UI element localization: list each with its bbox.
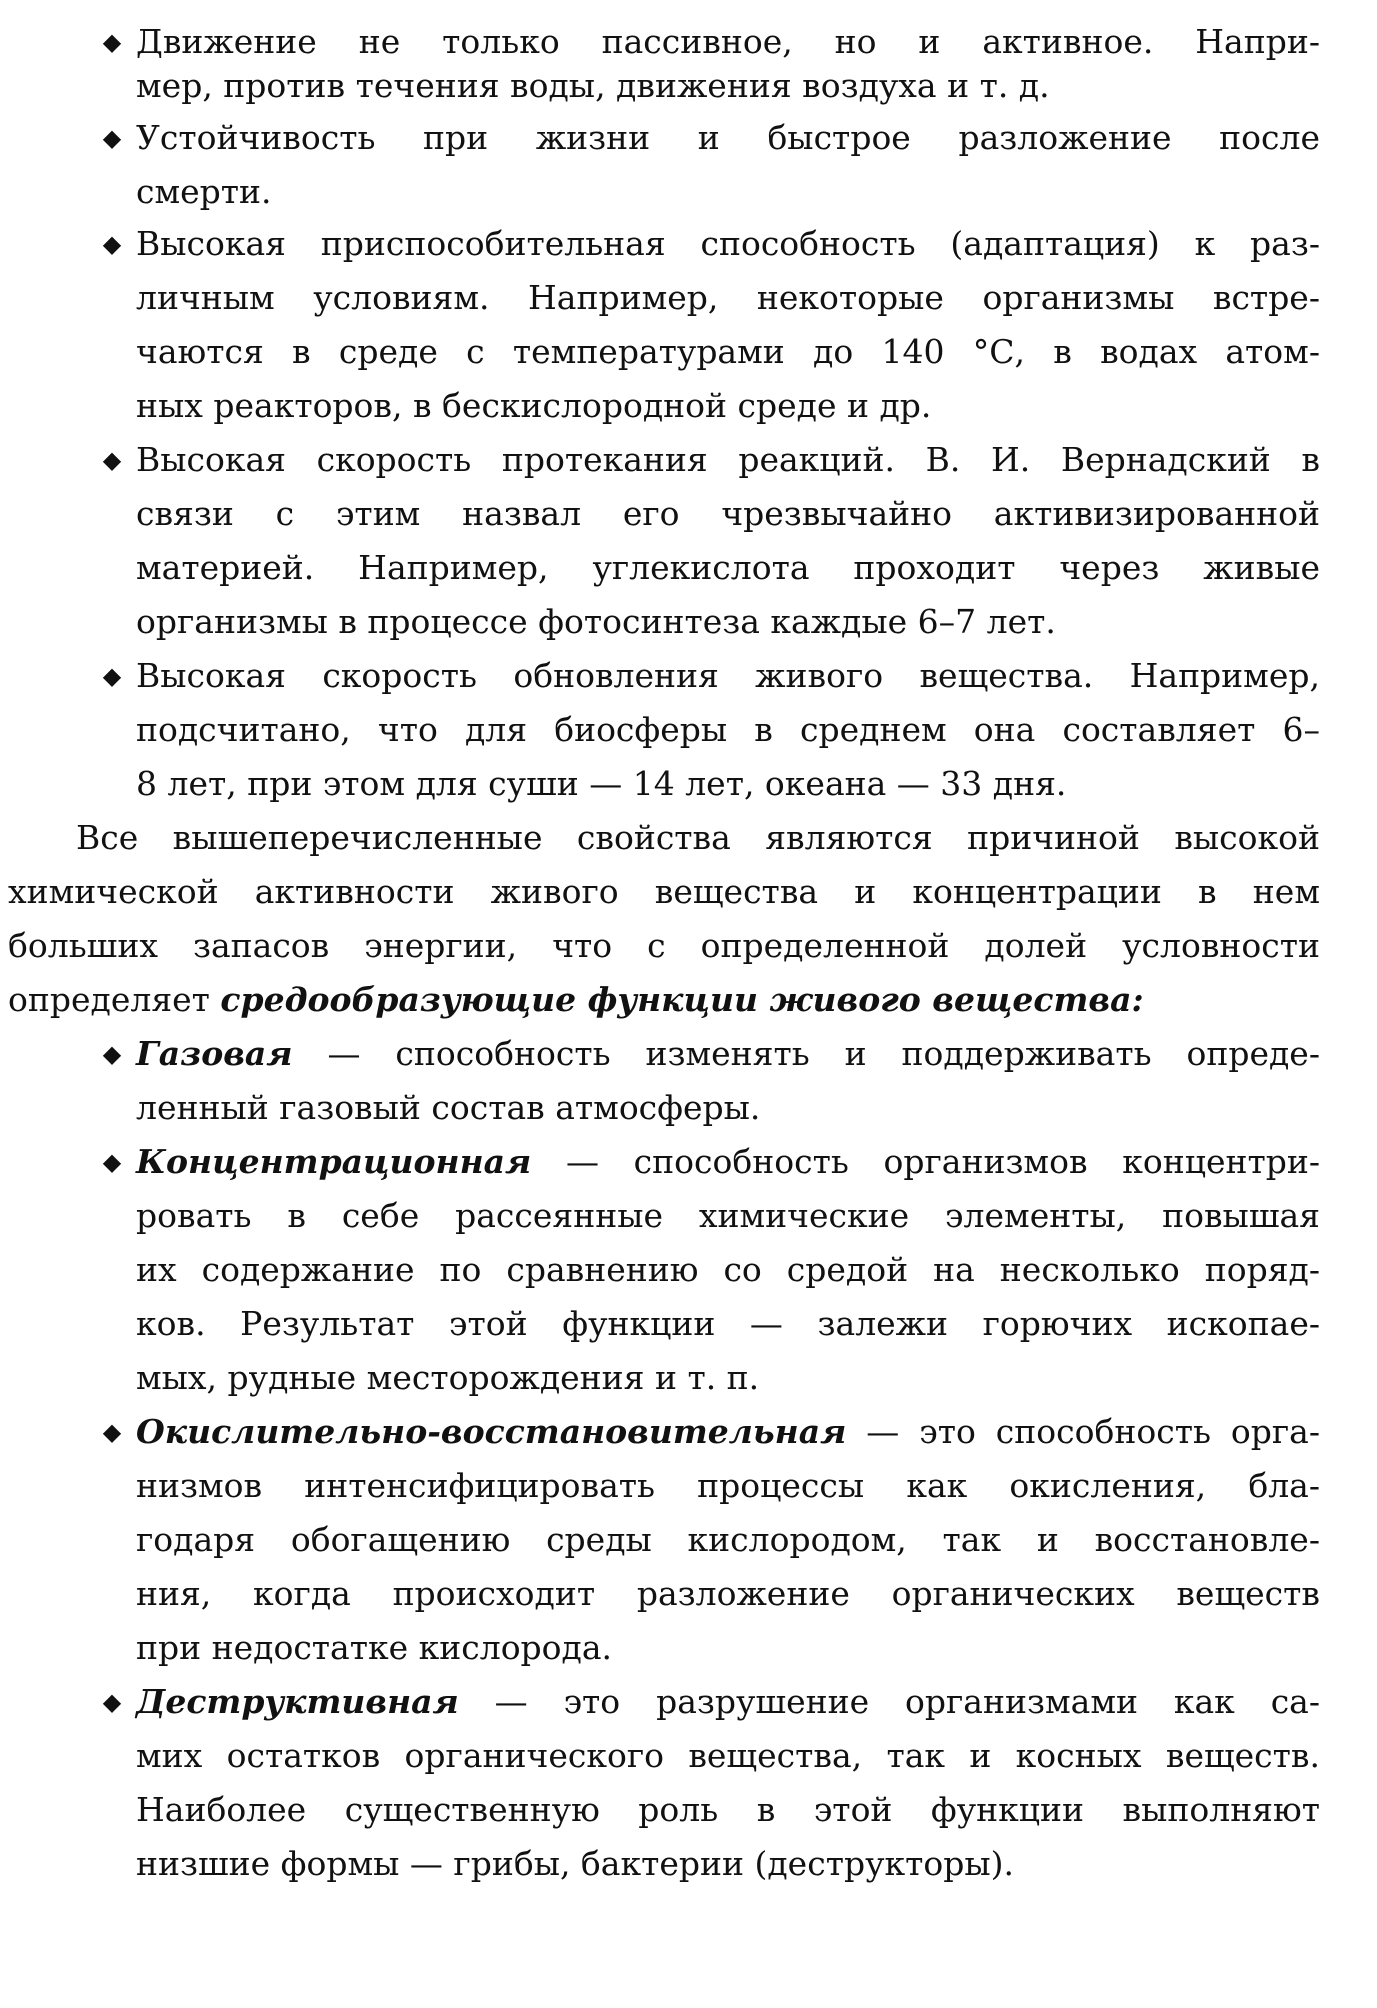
diamond-bullet-icon: ◆ [102,662,122,690]
list-item-text: низмов интенсифицировать процессы как окисления, бла- [136,1466,1320,1505]
list-item-text: ков. Результат этой функции — залежи горючих ископае- [136,1304,1320,1343]
list-item-text: при недостатке кислорода. [136,1628,613,1667]
function-term: Деструктивная [136,1682,459,1721]
paragraph-line: Все вышеперечисленные свойства являются причиной высокой [76,818,1320,857]
list-item-text: мер, против течения воды, движения воздуха и т. д. [136,66,1050,105]
paragraph-text: определяет [8,980,221,1019]
list-item-text: личным условиям. Например, некоторые организмы встре- [136,278,1320,317]
list-item-text: материей. Например, углекислота проходит через живые [136,548,1320,587]
function-definition: — способность изменять и поддерживать опреде- [292,1034,1320,1073]
diamond-bullet-icon: ◆ [102,1148,122,1176]
paragraph-line: химической активности живого вещества и концентрации в нем [8,872,1320,911]
list-item-text: ных реакторов, в бескислородной среде и др. [136,386,932,425]
list-item-text: низшие формы — грибы, бактерии (деструкторы). [136,1844,1014,1883]
list-item-text: Высокая скорость обновления живого вещества. Например, [136,656,1320,695]
function-definition: — способность организмов концентри- [531,1142,1320,1181]
list-item-text: Наиболее существенную роль в этой функции выполняют [136,1790,1320,1829]
function-definition: — это способность орга- [846,1412,1320,1451]
list-item-text: годаря обогащению среды кислородом, так и восстановле- [136,1520,1320,1559]
function-item-first-line [136,1026,1320,1082]
function-item-first-line [136,1134,1320,1190]
list-item-text: ленный газовый состав атмосферы. [136,1088,761,1127]
function-term: Окислительно-восстановительная [136,1412,847,1451]
function-term: Газовая [136,1034,293,1073]
function-term: Концентрационная [136,1142,532,1181]
diamond-bullet-icon: ◆ [102,1040,122,1068]
paragraph-line: больших запасов энергии, что с определенной долей условности [8,926,1320,965]
list-item-text: Высокая приспособительная способность (адаптация) к раз- [136,224,1320,263]
list-item-text: ния, когда происходит разложение органических веществ [136,1574,1320,1613]
list-item-text: мых, рудные месторождения и т. п. [136,1358,760,1397]
list-item-text: Движение не только пассивное, но и активное. Напри- [136,22,1320,61]
diamond-bullet-icon: ◆ [102,1688,122,1716]
diamond-bullet-icon: ◆ [102,124,122,152]
function-item-first-line [136,1404,1320,1460]
list-item-text: ровать в себе рассеянные химические элементы, повышая [136,1196,1320,1235]
diamond-bullet-icon: ◆ [102,1418,122,1446]
list-item-text: мих остатков органического вещества, так и косных веществ. [136,1736,1320,1775]
paragraph-line [8,972,1320,1028]
list-item-text: их содержание по сравнению со средой на несколько поряд- [136,1250,1320,1289]
function-item-first-line [136,1674,1320,1730]
diamond-bullet-icon: ◆ [102,446,122,474]
list-item-text: чаются в среде с температурами до 140 °С, в водах атом- [136,332,1320,371]
list-item-text: подсчитано, что для биосферы в среднем она составляет 6– [136,710,1320,749]
list-item-text: смерти. [136,172,272,211]
emphasis-text: средообразующие функции живого вещества: [220,980,1144,1019]
diamond-bullet-icon: ◆ [102,230,122,258]
list-item-text: Устойчивость при жизни и быстрое разложение после [136,118,1320,157]
function-definition: — это разрушение организмами как са- [458,1682,1320,1721]
diamond-bullet-icon: ◆ [102,28,122,56]
list-item-text: связи с этим назвал его чрезвычайно активизированной [136,494,1320,533]
list-item-text: Высокая скорость протекания реакций. В. И. Вернадский в [136,440,1320,479]
list-item-text: организмы в процессе фотосинтеза каждые 6–7 лет. [136,602,1056,641]
list-item-text: 8 лет, при этом для суши — 14 лет, океана — 33 дня. [136,764,1067,803]
